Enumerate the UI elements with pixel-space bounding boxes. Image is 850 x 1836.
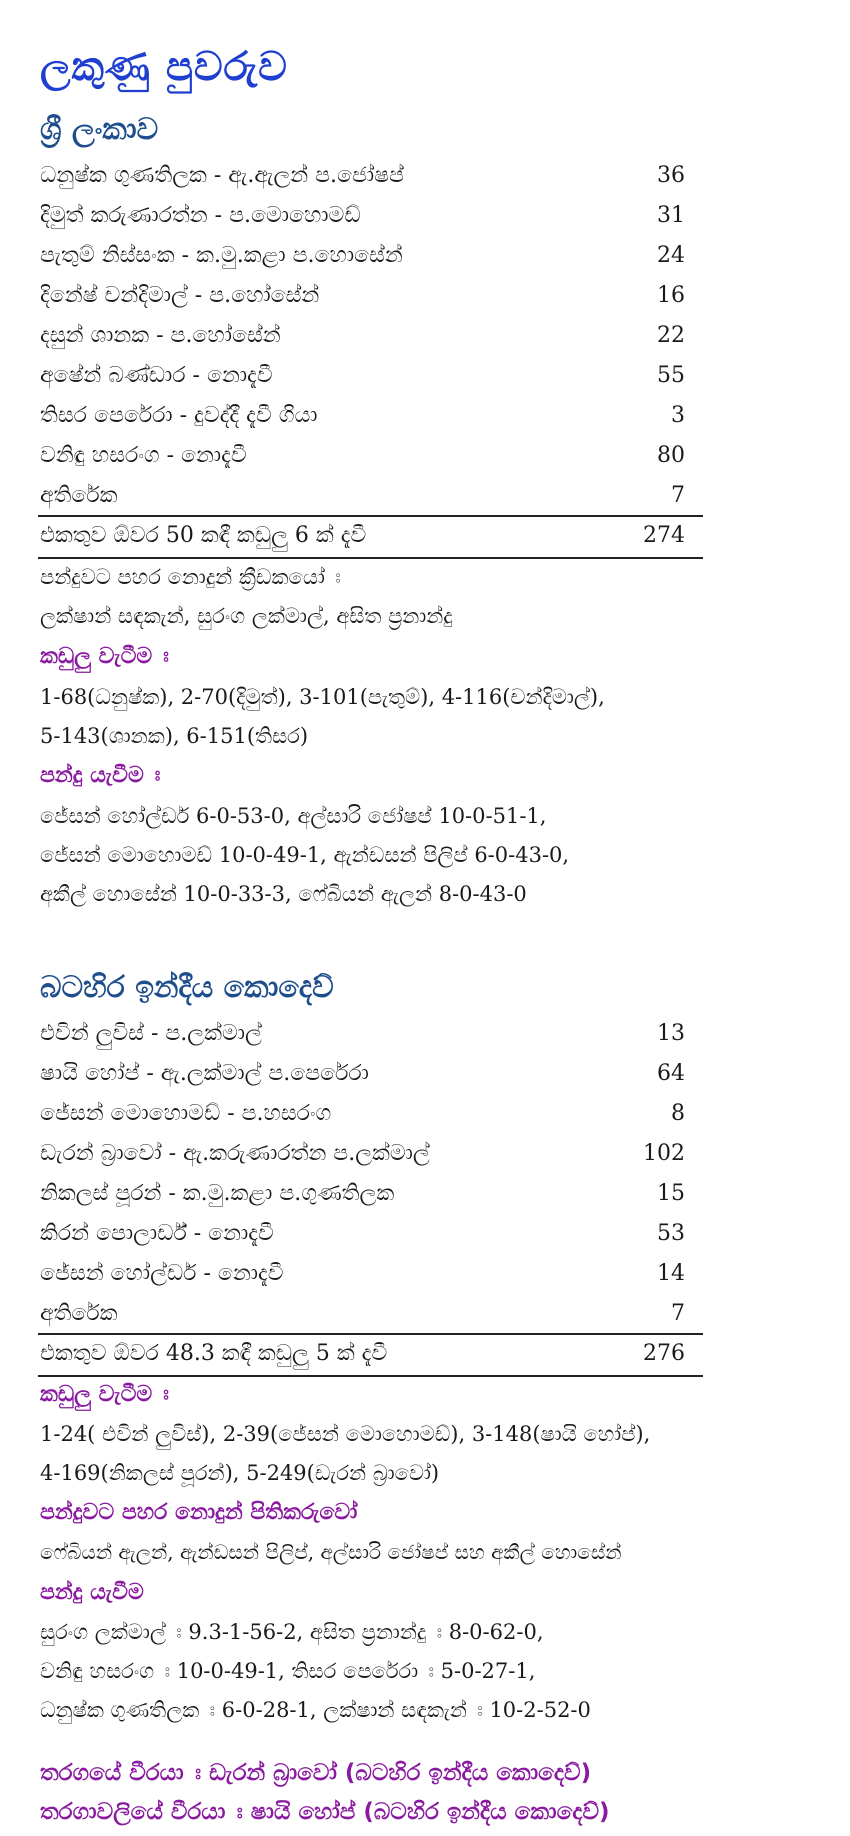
batter-name: නිකලස් පූරන් - ක.මු.කළා ප.ගුණතිලක [40,1181,395,1206]
batter-runs: 13 [657,1021,685,1046]
fall-of-wickets-line: 1-24( එවින් ලුවිස්), 2-39(ජේසන් මොහොමඩ්), 3-148(ෂායි හෝප්), [40,1422,651,1446]
fall-of-wickets-heading: කඩුලු වැටීම ඃ [40,644,169,669]
batter-runs: 80 [657,443,685,468]
batter-name: දසුන් ශානක - ප.හෝසේන් [40,323,281,348]
batter-runs: 64 [657,1061,685,1086]
extras-runs: 7 [671,1301,685,1326]
total-runs: 274 [643,523,685,548]
team-heading-sri-lanka: ශ්‍රී ලංකාව [40,112,159,147]
team-heading-west-indies: බටහිර ඉන්දීය කොදෙව් [40,970,334,1005]
batting-row [40,1216,685,1252]
fall-of-wickets-line: 1-68(ධනුෂ්ක), 2-70(දිමුත්), 3-101(පැතුම්), 4-116(චන්දිමාල්), [40,685,605,709]
batter-name: පැතුම් නිස්සංක - ක.මු.කළා ප.හොසේන් [40,243,403,268]
batter-name: වනිඳු හසරංග - නොදැවී [40,443,247,468]
extras-label: අතිරේක [40,1301,118,1326]
fall-of-wickets-line: 5-143(ශානක), 6-151(තිසර) [40,724,309,748]
bowling-line: වනිඳු හසරංග ඃ 10-0-49-1, තිසර පෙරේරා ඃ 5-0-27-1, [40,1659,536,1683]
batter-runs: 22 [657,323,685,348]
batting-row [40,278,685,314]
batter-runs: 16 [657,283,685,308]
batter-name: අෂේන් බණ්ඩාර - නොදැවී [40,363,273,388]
total-row [40,518,685,554]
batting-row [40,1016,685,1052]
total-runs: 276 [643,1341,685,1366]
batter-name: ජේසන් හෝල්ඩර් - නොදැවී [40,1261,284,1286]
batting-row [40,438,685,474]
batter-runs: 102 [643,1141,685,1166]
batting-row [40,198,685,234]
batting-row [40,158,685,194]
batter-name: කිරන් පොලාර්ඩ් - නොදැවී [40,1221,274,1246]
batting-row [40,1256,685,1292]
extras-label: අතිරේක [40,483,118,508]
page-title: ලකුණු පුවරුව [40,44,288,90]
batter-runs: 15 [657,1181,685,1206]
batting-row-extras [40,478,685,514]
did-not-bat-label: පන්දුවට පහර නොදුන් ක්‍රීඩකයෝ ඃ [40,565,341,589]
batting-row [40,1136,685,1172]
divider [38,515,703,517]
divider [38,557,703,559]
batter-name: ධනුෂ්ක ගුණතිලක - ඇ.ඇලන් ප.ජෝෂප් [40,163,404,188]
bowling-line: අකීල් හොසේන් 10-0-33-3, ෆේබියන් ඇලන් 8-0-43-0 [40,882,527,906]
player-of-match: තරගයේ වීරයා ඃ ඩැරන් බ්‍රාවෝ (බටහිර ඉන්දීය කොදෙව්) [40,1760,592,1786]
total-label: එකතුව ඕවර 50 කඳී කඩුලු 6 ක් දැවී [40,523,367,548]
batter-runs: 55 [657,363,685,388]
bowling-line: සුරංග ලක්මාල් ඃ 9.3-1-56-2, අසිත ප්‍රනාන්දු ඃ 8-0-62-0, [40,1620,544,1644]
did-not-bat-players: ලක්ෂාන් සඳකැන්, සුරංග ලක්මාල්, අසිත ප්‍රනාන්දු [40,604,453,628]
batter-runs: 24 [657,243,685,268]
fall-of-wickets-line: 4-169(නිකලස් පූරන්), 5-249(ඩැරන් බ්‍රාවෝ) [40,1461,440,1485]
bowling-heading: පන්දු යැවීම ඃ [40,763,161,788]
batting-row [40,1096,685,1132]
batter-runs: 14 [657,1261,685,1286]
batter-name: දිමුත් කරුණාරත්න - ප.මොහොමඩ් [40,203,361,228]
batting-row [40,1176,685,1212]
bowling-line: ජේසන් හෝල්ඩර් 6-0-53-0, අල්සාරි ජෝෂප් 10-0-51-1, [40,804,547,828]
bowling-line: ජේසන් මොහොමඩ් 10-0-49-1, ඇන්ඩසන් පිලිප් 6-0-43-0, [40,843,570,867]
divider [38,1333,703,1335]
batter-runs: 31 [657,203,685,228]
batting-row [40,318,685,354]
batter-runs: 8 [671,1101,685,1126]
batting-row-extras [40,1296,685,1332]
batter-name: ජේසන් මොහොමඩ් - ප.හසරංග [40,1101,332,1126]
batter-name: ෂායි හෝප් - ඇ.ලක්මාල් ප.පෙරේරා [40,1061,369,1086]
batting-row [40,358,685,394]
bowling-line: ධනුෂ්ක ගුණතිලක ඃ 6-0-28-1, ලක්ෂාන් සඳකැන් ඃ 10-2-52-0 [40,1698,591,1722]
batter-name: එවින් ලුවිස් - ප.ලක්මාල් [40,1021,262,1046]
total-row [40,1336,685,1372]
batter-name: ඩැරන් බ්‍රාවෝ - ඇ.කරුණාරත්න ප.ලක්මාල් [40,1141,430,1166]
batter-runs: 53 [657,1221,685,1246]
did-not-bat-players: ෆේබියන් ඇලන්, ඇන්ඩසන් පිලිප්, අල්සාරි ජෝෂප් සහ අකීල් හොසේන් [40,1540,622,1564]
bowling-heading: පන්දු යැවීම [40,1580,144,1605]
batting-row [40,238,685,274]
batting-row [40,1056,685,1092]
batter-name: තිසර පෙරේරා - දුවද්දී දැවී ගියා [40,403,318,428]
divider [38,1375,703,1377]
batter-runs: 3 [671,403,685,428]
batter-name: දිනේෂ් චන්දිමාල් - ප.හෝසේන් [40,283,320,308]
fall-of-wickets-heading: කඩුලු වැටීම ඃ [40,1382,169,1407]
did-not-bat-heading: පන්දුවට පහර නොදුන් පිතිකරුවෝ [40,1500,358,1525]
player-of-series: තරගාවලියේ වීරයා ඃ ෂායි හෝප් (බටහිර ඉන්දීය කොදෙව්) [40,1799,610,1825]
batter-runs: 36 [657,163,685,188]
total-label: එකතුව ඕවර 48.3 කඳී කඩුලු 5 ක් දැවී [40,1341,388,1366]
batting-row [40,398,685,434]
extras-runs: 7 [671,483,685,508]
